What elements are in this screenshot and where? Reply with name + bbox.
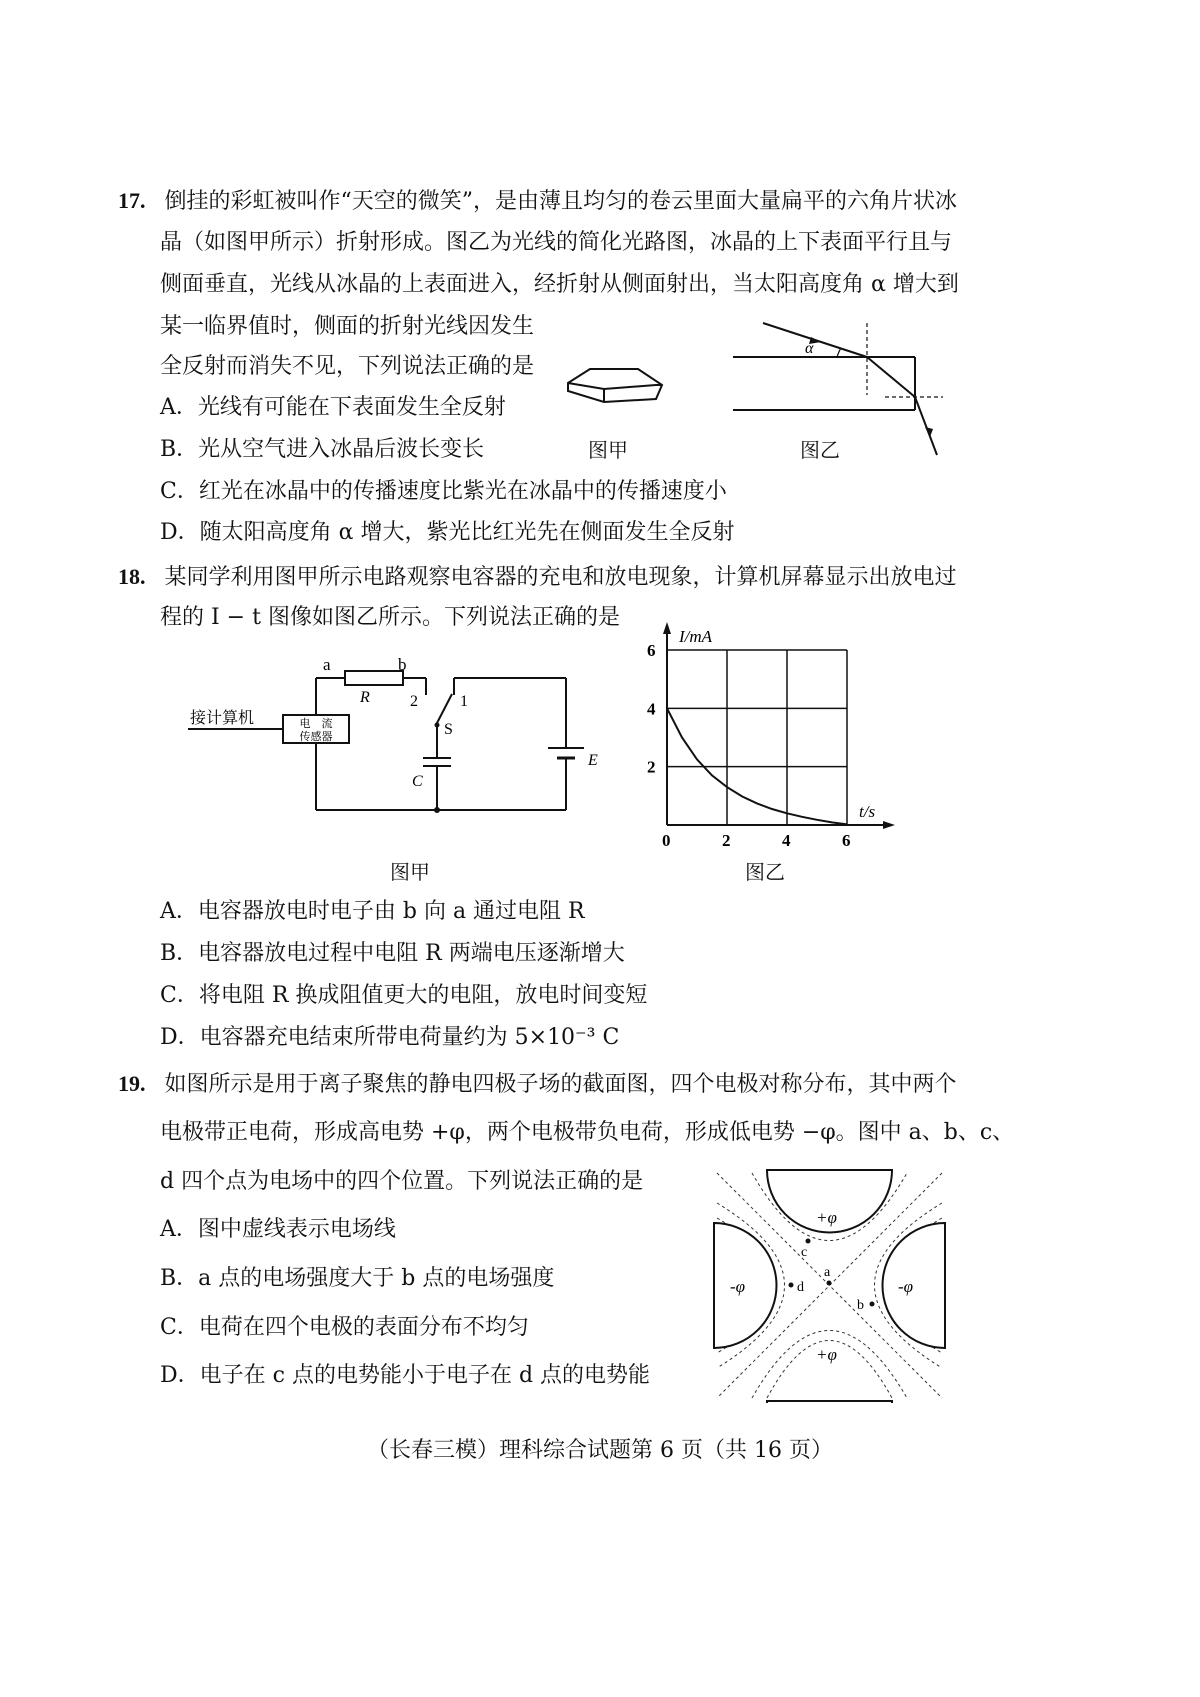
q17-fig-a-crystal [560,355,670,415]
x-tick-label: 4 [782,831,791,850]
y-axis-label: I/mA [679,627,713,646]
x-tick-label: 6 [842,831,851,850]
electrode-right [883,1223,946,1348]
q18-fig-a-caption: 图甲 [390,860,430,884]
q18-fig-b-caption: 图乙 [745,860,785,884]
q17-stem-4: 某一临界值时，侧面的折射光线因发生 [160,314,535,339]
q19-stem-2: 电极带正电荷，形成高电势 +φ，两个电极带负电荷，形成低电势 −φ。图中 a、b、c、 [160,1120,1015,1145]
q19-option-b: B．a 点的电场强度大于 b 点的电场强度 [160,1266,555,1291]
resistor-symbol [345,671,403,685]
q18-line-1 [118,562,957,593]
q18-it-chart [640,605,920,855]
q19-option-a: A．图中虚线表示电场线 [160,1217,396,1242]
q19-quadrupole-figure [712,1168,947,1403]
electrode-bottom [767,1401,892,1403]
label-E: E [588,752,598,769]
x-axis-arrow [883,821,895,829]
y-tick-label: 2 [647,757,656,777]
label-C: C [412,773,423,790]
q18-option-b: B．电容器放电过程中电阻 R 两端电压逐渐增大 [160,941,625,966]
point-d-label: d [797,1280,804,1295]
q17-option-c: C．红光在冰晶中的传播速度比紫光在冰晶中的传播速度小 [160,479,727,504]
point-a-label: a [824,1265,831,1280]
q18-option-c: C．将电阻 R 换成阻值更大的电阻，放电时间变短 [160,983,648,1008]
q17-fig-b-ray-diagram [725,315,955,465]
q18-stem-2: 程的 I − t 图像如图乙所示。下列说法正确的是 [160,605,620,630]
point-c-label: c [801,1245,808,1260]
y-tick-label: 4 [647,699,656,719]
q18-option-d: D．电容器充电结束所带电荷量约为 5×10⁻³ C [160,1025,620,1050]
q19-number: 19. [118,1071,146,1096]
label-bottom-potential: +φ [816,1345,837,1364]
q17-stem-1: 倒挂的彩虹被叫作“天空的微笑”，是由薄且均匀的卷云里面大量扁平的六角片状冰 [164,189,957,214]
q17-stem-5: 全反射而消失不见，下列说法正确的是 [160,354,535,379]
y-tick-label: 6 [647,641,656,660]
label-2: 2 [410,693,418,710]
label-S: S [444,721,453,738]
q19-stem-1: 如图所示是用于离子聚焦的静电四极子场的截面图，四个电极对称分布，其中两个 [164,1072,957,1097]
switch-lever [437,694,452,723]
q19-stem-3: d 四个点为电场中的四个位置。下列说法正确的是 [160,1169,644,1194]
label-R: R [360,689,370,706]
sensor-label-2: 传感器 [299,731,333,743]
page-footer: （长春三模）理科综合试题第 6 页（共 16 页） [367,1438,833,1463]
q17-number: 17. [118,188,146,213]
label-right-potential: -φ [898,1277,914,1296]
q18-option-a: A．电容器放电时电子由 b 向 a 通过电阻 R [160,899,585,924]
point-b-label: b [857,1298,864,1313]
q17-stem-3: 侧面垂直，光线从冰晶的上表面进入，经折射从侧面射出，当太阳高度角 α 增大到 [160,272,959,297]
label-left-potential: -φ [730,1277,746,1296]
q17-fig-b-caption: 图乙 [800,438,840,462]
q18-circuit-diagram [180,650,620,830]
q17-option-a: A．光线有可能在下表面发生全反射 [160,395,506,420]
label-top-potential: +φ [816,1208,837,1227]
q19-option-c: C．电荷在四个电极的表面分布不均匀 [160,1315,529,1340]
q17-option-d: D．随太阳高度角 α 增大，紫光比红光先在侧面发生全反射 [160,520,735,545]
q18-stem-1: 某同学利用图甲所示电路观察电容器的充电和放电现象，计算机屏幕显示出放电过 [164,565,957,590]
x-tick-label: 2 [722,831,731,850]
x-axis-label: t/s [859,802,876,821]
x-tick-label: 0 [662,831,671,850]
q17-option-b: B．光从空气进入冰晶后波长变长 [160,437,485,462]
electrode-left [714,1223,777,1348]
label-1: 1 [460,693,468,710]
q17-fig-a-caption: 图甲 [588,438,628,462]
label-b: b [398,655,407,674]
q17-line-1 [118,186,957,217]
q17-stem-2: 晶（如图甲所示）折射形成。图乙为光线的简化光路图，冰晶的上下表面平行且与 [160,230,953,255]
label-a: a [323,655,331,674]
q19-line-1 [118,1069,957,1100]
q18-number: 18. [118,564,146,589]
y-axis-arrow [663,622,671,634]
to-computer-label: 接计算机 [190,710,255,727]
q19-option-d: D．电子在 c 点的电势能小于电子在 d 点的电势能 [160,1363,651,1388]
alpha-label: α [805,340,814,357]
sensor-label-1: 电 流 [299,718,333,730]
